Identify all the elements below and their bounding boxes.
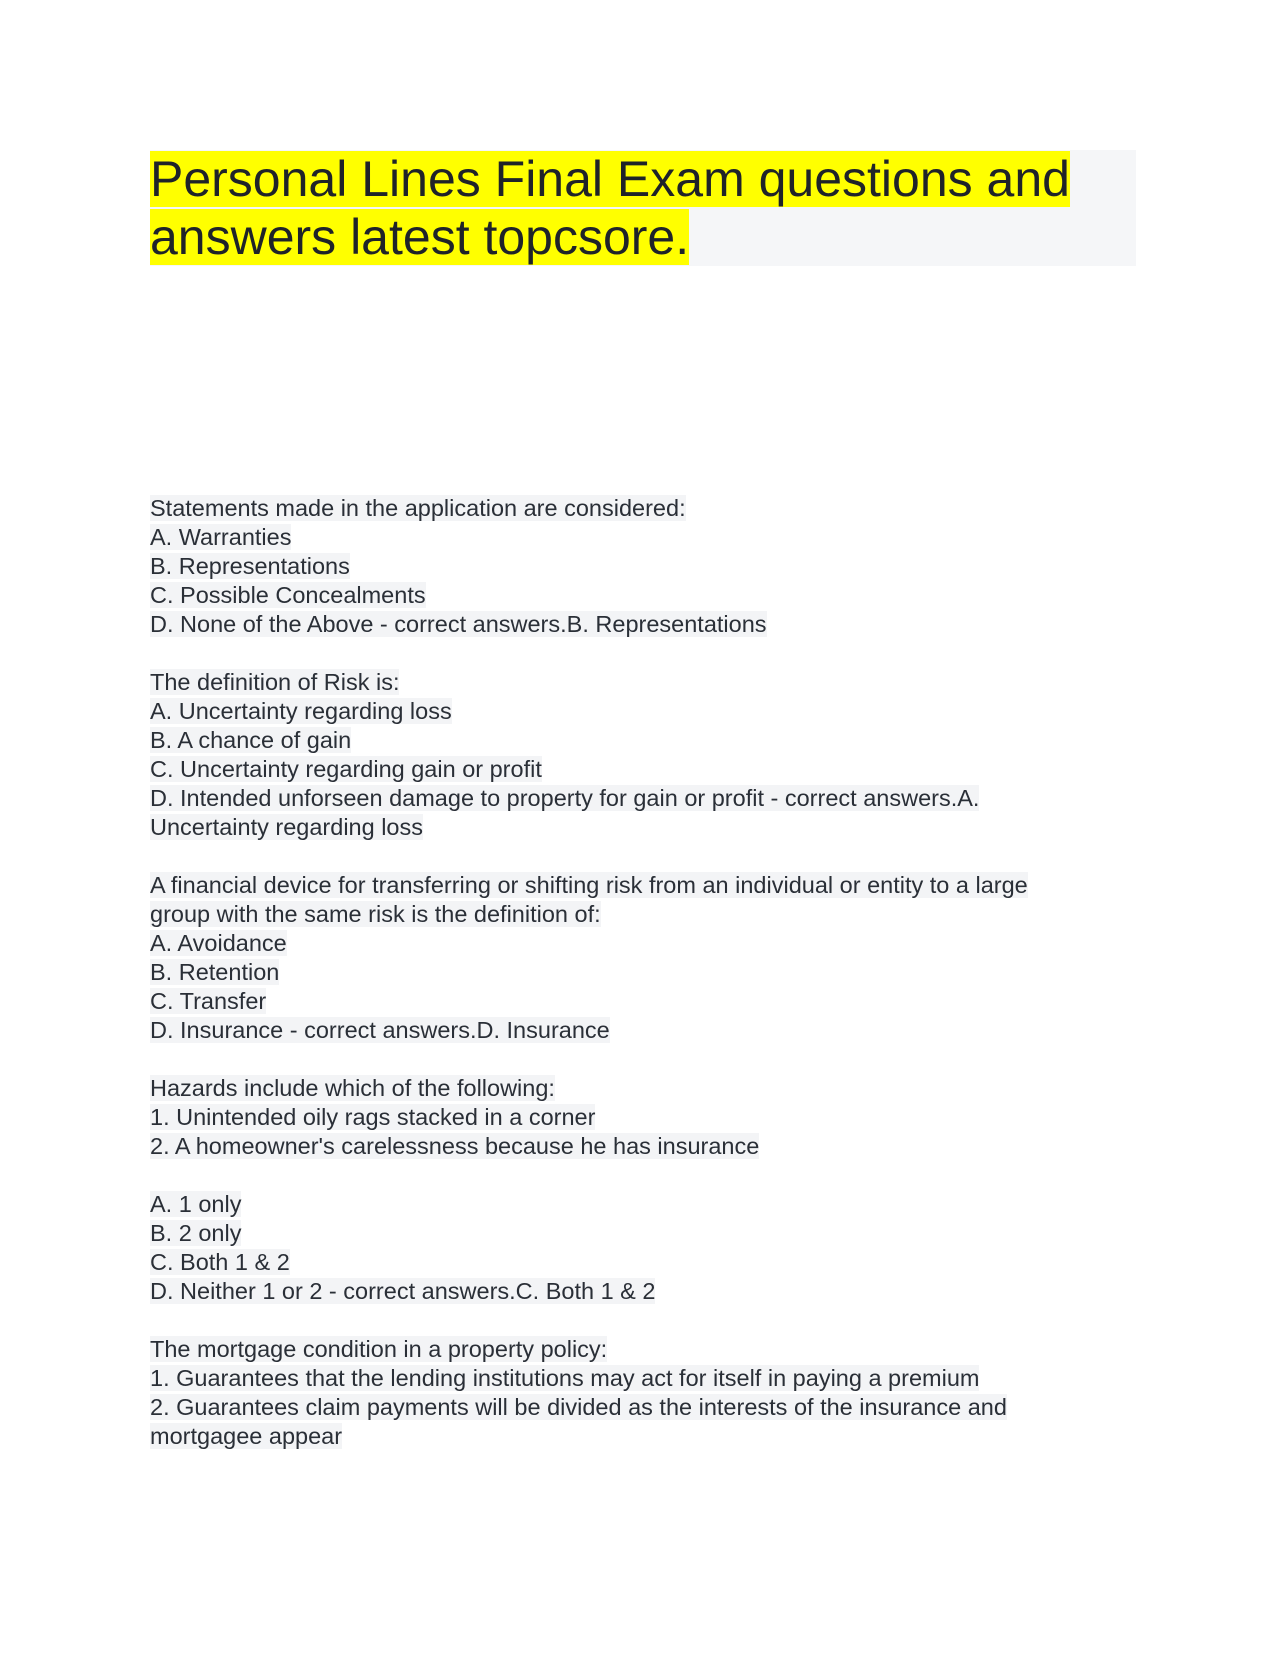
statement-line — [150, 1422, 1150, 1451]
question-block — [150, 871, 1150, 1045]
question-line — [150, 900, 1150, 929]
answer-line — [150, 813, 1150, 842]
option-line — [150, 958, 1150, 987]
question-text: The definition of Risk is: — [150, 669, 400, 695]
option-line — [150, 1248, 1150, 1277]
answer-text: D. Neither 1 or 2 - correct answers.C. Both 1 & 2 — [150, 1278, 656, 1304]
question-line — [150, 871, 1150, 900]
options-block — [150, 1190, 1150, 1306]
option-text: C. Uncertainty regarding gain or profit — [150, 756, 542, 782]
answer-line — [150, 1016, 1150, 1045]
question-text: Statements made in the application are considered: — [150, 495, 686, 521]
answer-line — [150, 610, 1150, 639]
statement-line — [150, 1132, 1150, 1161]
option-line — [150, 1190, 1150, 1219]
question-text: The mortgage condition in a property policy: — [150, 1336, 608, 1362]
spacer — [150, 842, 1150, 871]
question-line — [150, 494, 1150, 523]
question-text: A financial device for transferring or shifting risk from an individual or entity to a large — [150, 872, 1028, 898]
spacer — [150, 1161, 1150, 1190]
option-text: B. Retention — [150, 959, 280, 985]
spacer — [150, 1306, 1150, 1335]
option-line — [150, 987, 1150, 1016]
questions-list — [150, 494, 1150, 1451]
question-block — [150, 668, 1150, 842]
option-text: A. Warranties — [150, 524, 292, 550]
answer-text: Uncertainty regarding loss — [150, 814, 423, 840]
option-text: A. Avoidance — [150, 930, 287, 956]
spacer — [150, 1045, 1150, 1074]
statement-line — [150, 1364, 1150, 1393]
statement-text: 2. A homeowner's carelessness because he has insurance — [150, 1133, 760, 1159]
question-line — [150, 1335, 1150, 1364]
option-line — [150, 552, 1150, 581]
title-line — [150, 150, 1136, 208]
option-text: C. Both 1 & 2 — [150, 1249, 290, 1275]
question-text: Hazards include which of the following: — [150, 1075, 555, 1101]
question-block — [150, 494, 1150, 639]
statement-text: 2. Guarantees claim payments will be divided as the interests of the insurance and — [150, 1394, 1007, 1420]
option-text: B. 2 only — [150, 1220, 242, 1246]
option-line — [150, 523, 1150, 552]
question-block — [150, 1074, 1150, 1161]
option-text: A. Uncertainty regarding loss — [150, 698, 452, 724]
option-line — [150, 929, 1150, 958]
question-text: group with the same risk is the definition of: — [150, 901, 601, 927]
statement-line — [150, 1393, 1150, 1422]
option-text: C. Possible Concealments — [150, 582, 426, 608]
statement-text: mortgagee appear — [150, 1423, 343, 1449]
title-line — [150, 208, 1136, 266]
option-line — [150, 581, 1150, 610]
option-text: A. 1 only — [150, 1191, 242, 1217]
title-highlight: answers latest topcsore. — [150, 209, 690, 265]
option-text: C. Transfer — [150, 988, 267, 1014]
answer-text: D. Intended unforseen damage to property for gain or profit - correct answers.A. — [150, 785, 980, 811]
answer-line — [150, 1277, 1150, 1306]
question-block — [150, 1335, 1150, 1451]
option-text: B. A chance of gain — [150, 727, 352, 753]
answer-text: D. None of the Above - correct answers.B. Representations — [150, 611, 767, 637]
option-line — [150, 755, 1150, 784]
title-highlight: Personal Lines Final Exam questions and — [150, 151, 1070, 207]
statement-line — [150, 1103, 1150, 1132]
option-line — [150, 726, 1150, 755]
answer-text: D. Insurance - correct answers.D. Insurance — [150, 1017, 610, 1043]
document-title — [150, 150, 1136, 266]
option-line — [150, 1219, 1150, 1248]
question-line — [150, 668, 1150, 697]
statement-text: 1. Guarantees that the lending institutions may act for itself in paying a premium — [150, 1365, 980, 1391]
statement-text: 1. Unintended oily rags stacked in a corner — [150, 1104, 596, 1130]
option-line — [150, 697, 1150, 726]
answer-line — [150, 784, 1150, 813]
question-line — [150, 1074, 1150, 1103]
option-text: B. Representations — [150, 553, 350, 579]
spacer — [150, 639, 1150, 668]
